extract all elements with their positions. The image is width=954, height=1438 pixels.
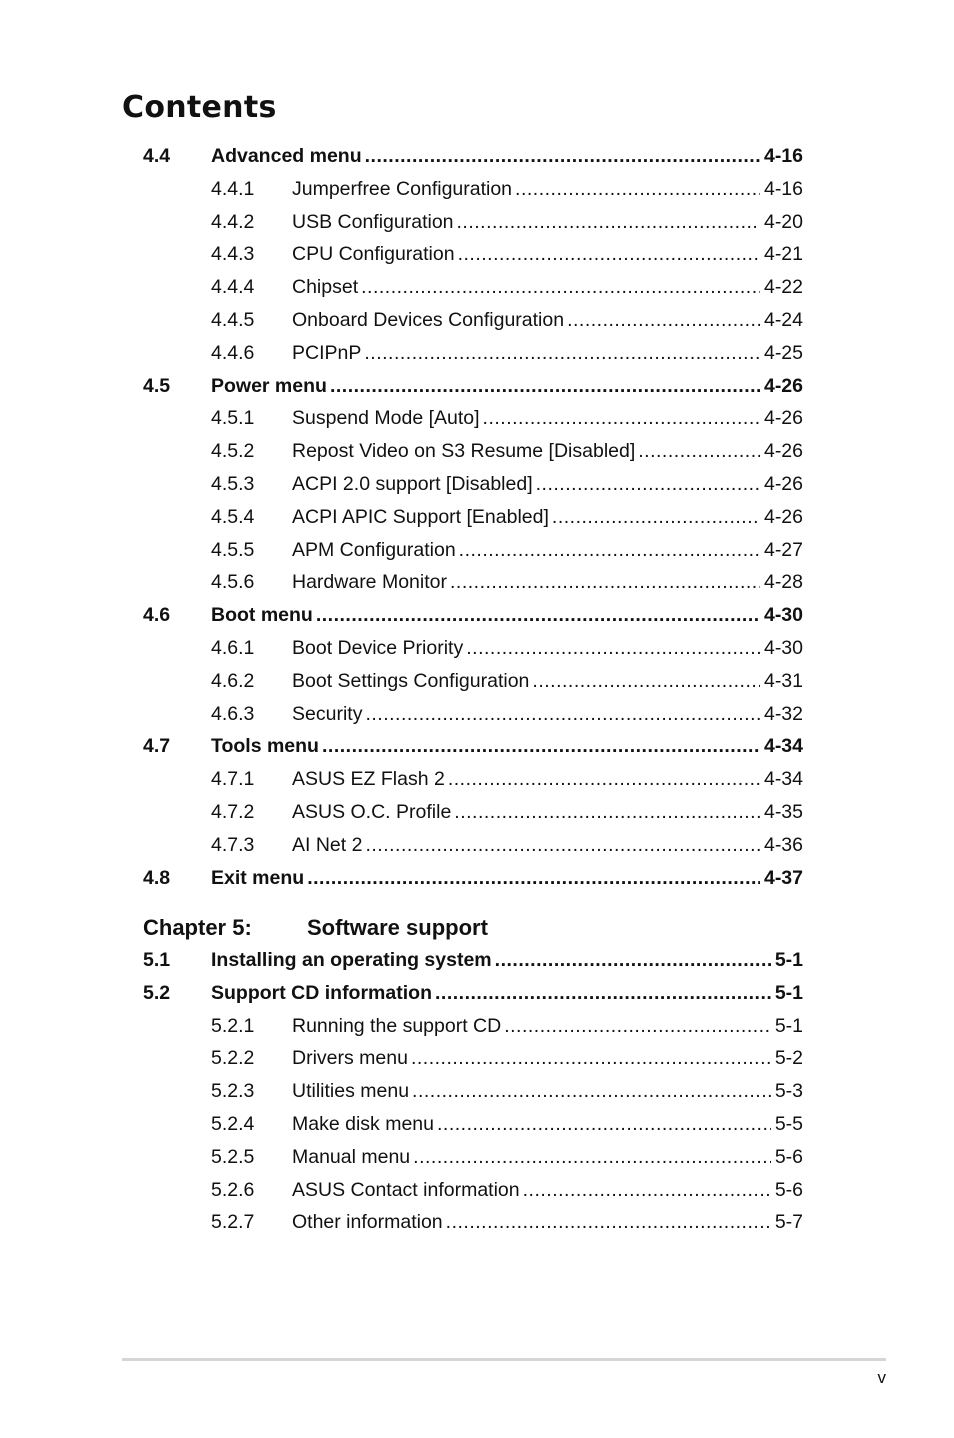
entry-page-number: 4-27 [763, 538, 803, 561]
entry-number: 4.4.3 [211, 243, 255, 266]
entry-leader [211, 947, 803, 973]
entry-title: Other information [292, 1211, 443, 1234]
dot-leader [330, 373, 760, 399]
toc-subsection-entry[interactable] [0, 1111, 954, 1137]
entry-title: Running the support CD [292, 1014, 502, 1037]
dot-leader [435, 980, 771, 1006]
entry-leader [292, 569, 803, 595]
entry-leader [292, 504, 803, 530]
dot-leader [361, 274, 760, 300]
entry-title: Power menu [211, 374, 327, 397]
entry-title: USB Configuration [292, 210, 454, 233]
toc-subsection-entry[interactable] [0, 209, 954, 235]
page-number: v [877, 1368, 886, 1387]
entry-title: Exit menu [211, 866, 305, 889]
entry-number: 4.4 [143, 145, 171, 167]
entry-number: 4.4.6 [211, 341, 255, 364]
toc-section-entry[interactable] [0, 947, 954, 973]
chapter-heading[interactable] [0, 912, 954, 944]
entry-page-number: 4-28 [763, 571, 803, 594]
entry-number: 5.1 [143, 949, 171, 971]
entry-title: Drivers menu [292, 1047, 408, 1070]
entry-page-number: 5-5 [774, 1113, 803, 1135]
entry-page-number: 4-21 [763, 243, 803, 266]
footer-divider [122, 1358, 886, 1361]
entry-title: ASUS Contact information [292, 1178, 520, 1201]
dot-leader [307, 865, 760, 891]
toc-subsection-entry[interactable] [0, 635, 954, 661]
entry-leader [292, 766, 803, 792]
entry-title: Support CD information [211, 981, 432, 1004]
toc-subsection-entry[interactable] [0, 340, 954, 366]
entry-page-number: 5-6 [774, 1178, 803, 1201]
toc-subsection-entry[interactable] [0, 1013, 954, 1039]
entry-title: Suspend Mode [Auto] [292, 407, 480, 430]
entry-number: 4.7.1 [211, 768, 255, 791]
entry-page-number: 4-26 [763, 505, 803, 528]
entry-number: 5.2.1 [211, 1014, 255, 1037]
entry-number: 4.6.2 [211, 669, 255, 692]
entry-page-number: 4-22 [763, 276, 803, 299]
dot-leader [504, 1013, 771, 1039]
entry-title: Boot Settings Configuration [292, 669, 530, 692]
entry-page-number: 4-26 [763, 440, 803, 463]
toc-subsection-entry[interactable] [0, 1045, 954, 1071]
entry-title: ASUS EZ Flash 2 [292, 768, 445, 791]
dot-leader [552, 504, 760, 530]
entry-leader [292, 832, 803, 858]
entry-title: ASUS O.C. Profile [292, 801, 452, 823]
toc-subsection-entry[interactable] [0, 307, 954, 333]
entry-number: 4.4.5 [211, 309, 255, 331]
entry-title: Jumperfree Configuration [292, 177, 513, 200]
entry-number: 4.5 [143, 374, 171, 397]
page-title: Contents [122, 90, 277, 125]
entry-leader [292, 307, 803, 333]
entry-number: 4.6.3 [211, 702, 255, 725]
entry-page-number: 4-31 [763, 669, 803, 692]
entry-page-number: 4-26 [763, 473, 803, 495]
entry-number: 4.5.2 [211, 440, 255, 463]
toc-section-entry[interactable] [0, 143, 954, 169]
entry-title: Make disk menu [292, 1113, 434, 1135]
entry-title: Security [292, 702, 363, 725]
entry-leader [292, 1209, 803, 1235]
chapter-label: Chapter 5: [143, 915, 252, 940]
toc-subsection-entry[interactable] [0, 241, 954, 267]
dot-leader [411, 1045, 771, 1071]
toc-subsection-entry[interactable] [0, 569, 954, 595]
entry-page-number: 4-25 [763, 341, 803, 364]
dot-leader [365, 832, 760, 858]
entry-leader [292, 537, 803, 563]
entry-page-number: 4-30 [763, 637, 803, 659]
entry-page-number: 5-1 [774, 981, 803, 1004]
entry-page-number: 4-20 [763, 210, 803, 233]
entry-number: 5.2.6 [211, 1178, 255, 1201]
entry-page-number: 4-16 [763, 177, 803, 200]
entry-leader [292, 340, 803, 366]
chapter-title: Software support [307, 915, 488, 940]
entry-leader [211, 980, 803, 1006]
entry-number: 5.2.2 [211, 1047, 255, 1070]
entry-page-number: 4-24 [763, 309, 803, 331]
dot-leader [459, 537, 760, 563]
entry-title: PCIPnP [292, 341, 362, 364]
entry-leader [292, 438, 803, 464]
dot-leader [413, 1144, 771, 1170]
entry-leader [292, 1013, 803, 1039]
entry-number: 4.5.5 [211, 538, 255, 561]
entry-number: 5.2.3 [211, 1080, 255, 1103]
entry-number: 4.5.3 [211, 473, 255, 495]
entry-title: Installing an operating system [211, 949, 492, 971]
toc-subsection-entry[interactable] [0, 1209, 954, 1235]
dot-leader [316, 602, 760, 628]
entry-page-number: 4-26 [763, 407, 803, 430]
dot-leader [412, 1078, 771, 1104]
entry-page-number: 5-3 [774, 1080, 803, 1103]
entry-title: Repost Video on S3 Resume [Disabled] [292, 440, 636, 463]
dot-leader [466, 635, 760, 661]
entry-page-number: 4-30 [763, 604, 803, 627]
dot-leader [523, 1177, 771, 1203]
toc-subsection-entry[interactable] [0, 405, 954, 431]
entry-leader [211, 602, 803, 628]
entry-page-number: 5-1 [774, 1014, 803, 1037]
dot-leader [365, 143, 760, 169]
entry-leader [211, 373, 803, 399]
dot-leader [446, 1209, 771, 1235]
dot-leader [532, 668, 760, 694]
toc-subsection-entry[interactable] [0, 176, 954, 202]
toc-section-entry[interactable] [0, 602, 954, 628]
entry-title: Hardware Monitor [292, 571, 447, 594]
dot-leader [567, 307, 760, 333]
entry-page-number: 4-34 [763, 768, 803, 791]
entry-title: APM Configuration [292, 538, 456, 561]
entry-leader [292, 701, 803, 727]
entry-number: 5.2.5 [211, 1145, 255, 1168]
entry-title: Manual menu [292, 1145, 411, 1168]
entry-leader [211, 143, 803, 169]
entry-leader [292, 241, 803, 267]
entry-number: 4.7.2 [211, 801, 255, 823]
toc-subsection-entry[interactable] [0, 1078, 954, 1104]
entry-leader [292, 1144, 803, 1170]
toc-subsection-entry[interactable] [0, 701, 954, 727]
entry-number: 4.7 [143, 735, 171, 758]
dot-leader [322, 733, 760, 759]
toc-section-entry[interactable] [0, 980, 954, 1006]
entry-number: 4.6.1 [211, 637, 255, 659]
entry-number: 4.4.1 [211, 177, 255, 200]
entry-number: 4.7.3 [211, 833, 255, 856]
entry-leader [292, 1177, 803, 1203]
dot-leader [365, 701, 760, 727]
entry-leader [292, 799, 803, 825]
toc-section-entry[interactable] [0, 865, 954, 891]
dot-leader [457, 209, 760, 235]
entry-leader [292, 635, 803, 661]
entry-title: Boot Device Priority [292, 637, 464, 659]
entry-title: ACPI 2.0 support [Disabled] [292, 473, 533, 495]
entry-page-number: 4-32 [763, 702, 803, 725]
dot-leader [536, 471, 760, 497]
entry-number: 5.2.7 [211, 1211, 255, 1234]
entry-number: 4.4.2 [211, 210, 255, 233]
toc-subsection-entry[interactable] [0, 504, 954, 530]
toc-section-entry[interactable] [0, 373, 954, 399]
toc-subsection-entry[interactable] [0, 832, 954, 858]
dot-leader [483, 405, 760, 431]
entry-leader [211, 733, 803, 759]
toc-subsection-entry[interactable] [0, 668, 954, 694]
entry-page-number: 5-7 [774, 1211, 803, 1234]
entry-leader [292, 1111, 803, 1137]
dot-leader [437, 1111, 771, 1137]
entry-leader [292, 405, 803, 431]
entry-title: Boot menu [211, 604, 313, 627]
toc-section-entry[interactable] [0, 733, 954, 759]
dot-leader [458, 241, 760, 267]
dot-leader [450, 569, 760, 595]
entry-title: Tools menu [211, 735, 319, 758]
entry-title: CPU Configuration [292, 243, 455, 266]
entry-leader [292, 668, 803, 694]
toc-subsection-entry[interactable] [0, 438, 954, 464]
entry-number: 4.8 [143, 866, 171, 889]
entry-leader [211, 865, 803, 891]
entry-title: Utilities menu [292, 1080, 410, 1103]
entry-number: 4.6 [143, 604, 171, 627]
entry-leader [292, 209, 803, 235]
entry-leader [292, 471, 803, 497]
entry-title: Advanced menu [211, 145, 362, 167]
entry-title: ACPI APIC Support [Enabled] [292, 505, 549, 528]
toc-subsection-entry[interactable] [0, 766, 954, 792]
toc-subsection-entry[interactable] [0, 471, 954, 497]
toc-subsection-entry[interactable] [0, 1144, 954, 1170]
entry-page-number: 4-16 [763, 145, 803, 167]
entry-leader [292, 1045, 803, 1071]
entry-title: AI Net 2 [292, 833, 363, 856]
dot-leader [495, 947, 771, 973]
toc-subsection-entry[interactable] [0, 274, 954, 300]
entry-page-number: 4-36 [763, 833, 803, 856]
entry-page-number: 4-37 [763, 866, 803, 889]
entry-number: 4.5.4 [211, 505, 255, 528]
entry-leader [292, 1078, 803, 1104]
dot-leader [364, 340, 760, 366]
toc-subsection-entry[interactable] [0, 1177, 954, 1203]
entry-leader [292, 176, 803, 202]
dot-leader [515, 176, 760, 202]
entry-number: 5.2.4 [211, 1113, 255, 1135]
entry-number: 4.5.6 [211, 571, 255, 594]
entry-page-number: 5-2 [774, 1047, 803, 1070]
toc-subsection-entry[interactable] [0, 799, 954, 825]
dot-leader [454, 799, 760, 825]
entry-page-number: 4-35 [763, 801, 803, 823]
entry-page-number: 4-34 [763, 735, 803, 758]
toc-subsection-entry[interactable] [0, 537, 954, 563]
entry-number: 4.4.4 [211, 276, 255, 299]
entry-number: 5.2 [143, 981, 171, 1004]
dot-leader [638, 438, 760, 464]
entry-title: Onboard Devices Configuration [292, 309, 565, 331]
entry-page-number: 4-26 [763, 374, 803, 397]
dot-leader [448, 766, 760, 792]
entry-title: Chipset [292, 276, 359, 299]
entry-number: 4.5.1 [211, 407, 255, 430]
entry-page-number: 5-1 [774, 949, 803, 971]
entry-page-number: 5-6 [774, 1145, 803, 1168]
entry-leader [292, 274, 803, 300]
